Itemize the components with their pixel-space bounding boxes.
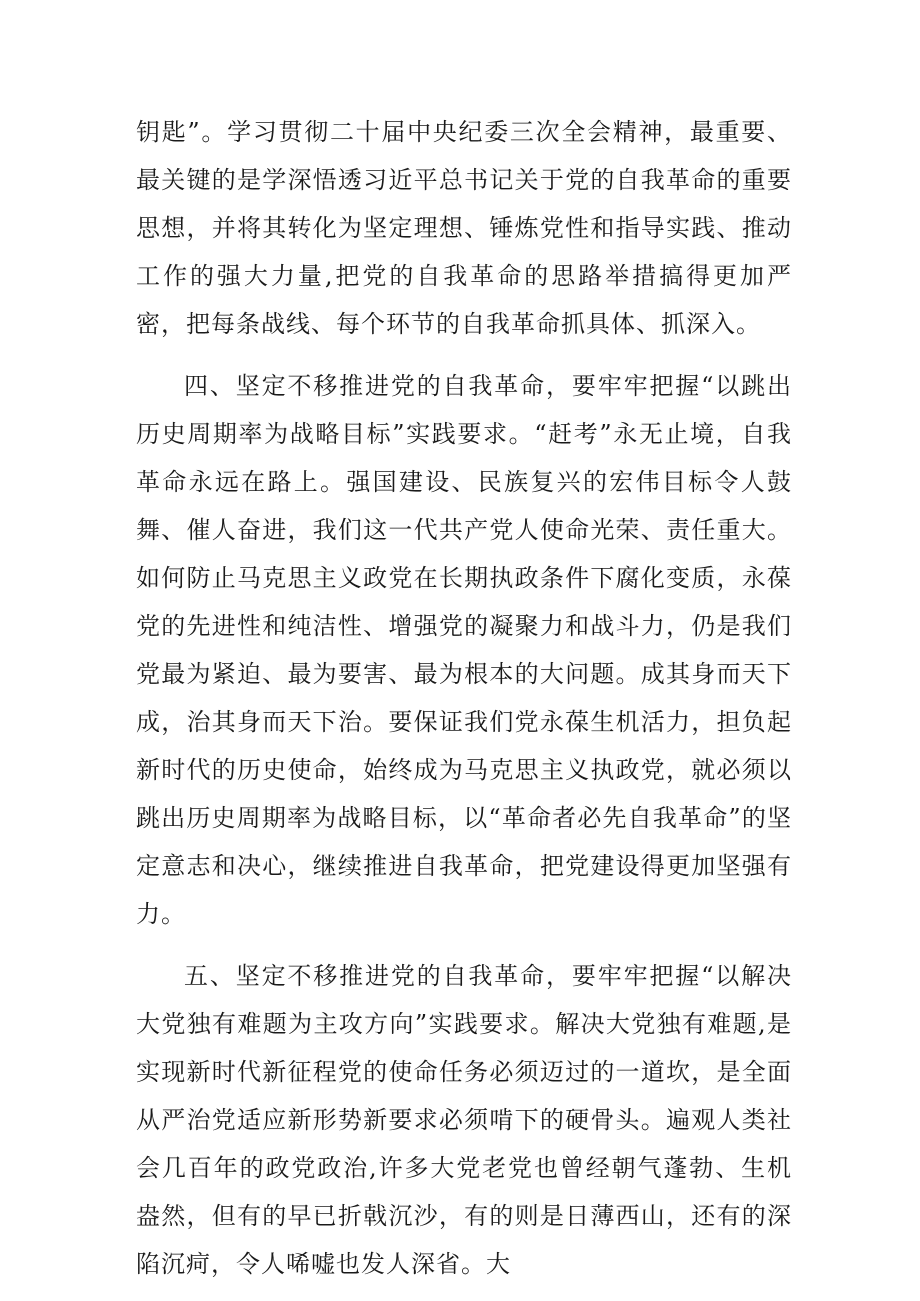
paragraph-1: 钥匙”。学习贯彻二十届中央纪委三次全会精神，最重要、最关键的是学深悟透习近平总书记关于党的自我革命的重要思想，并将其转化为坚定理想、锤炼党性和指导实践、推动工作的强大力量,把党的自我革命的思路举措搞得更加严密，把每条战线、每个环节的自我革命抓具体、抓深入。 [136,118,792,338]
paragraph-3: 五、坚定不移推进党的自我革命，要牢牢把握“以解决大党独有难题为主攻方向”实践要求。解决大党独有难题,是实现新时代新征程党的使命任务必须迈过的一道坎，是全面从严治党适应新形势新要求必须啃下的硬骨头。遍观人类社会几百年的政党政治,许多大党老党也曾经朝气蓬勃、生机盎然，但有的早已折戟沉沙，有的则是日薄西山，还有的深陷沉疴，令人唏嘘也发人深省。大 [136,962,792,1278]
document-body [136,108,792,1288]
paragraph-2: 四、坚定不移推进党的自我革命，要牢牢把握“以跳出历史周期率为战略目标”实践要求。“赶考”永无止境，自我革命永远在路上。强国建设、民族复兴的宏伟目标令人鼓舞、催人奋进，我们这一代共产党人使命光荣、责任重大。如何防止马克思主义政党在长期执政条件下腐化变质，永葆党的先进性和纯洁性、增强党的凝聚力和战斗力，仍是我们党最为紧迫、最为要害、最为根本的大问题。成其身而天下成，治其身而天下治。要保证我们党永葆生机活力，担负起新时代的历史使命，始终成为马克思主义执政党，就必须以跳出历史周期率为战略目标，以“革命者必先自我革命”的坚定意志和决心，继续推进自我革命，把党建设得更加坚强有力。 [136,372,792,928]
